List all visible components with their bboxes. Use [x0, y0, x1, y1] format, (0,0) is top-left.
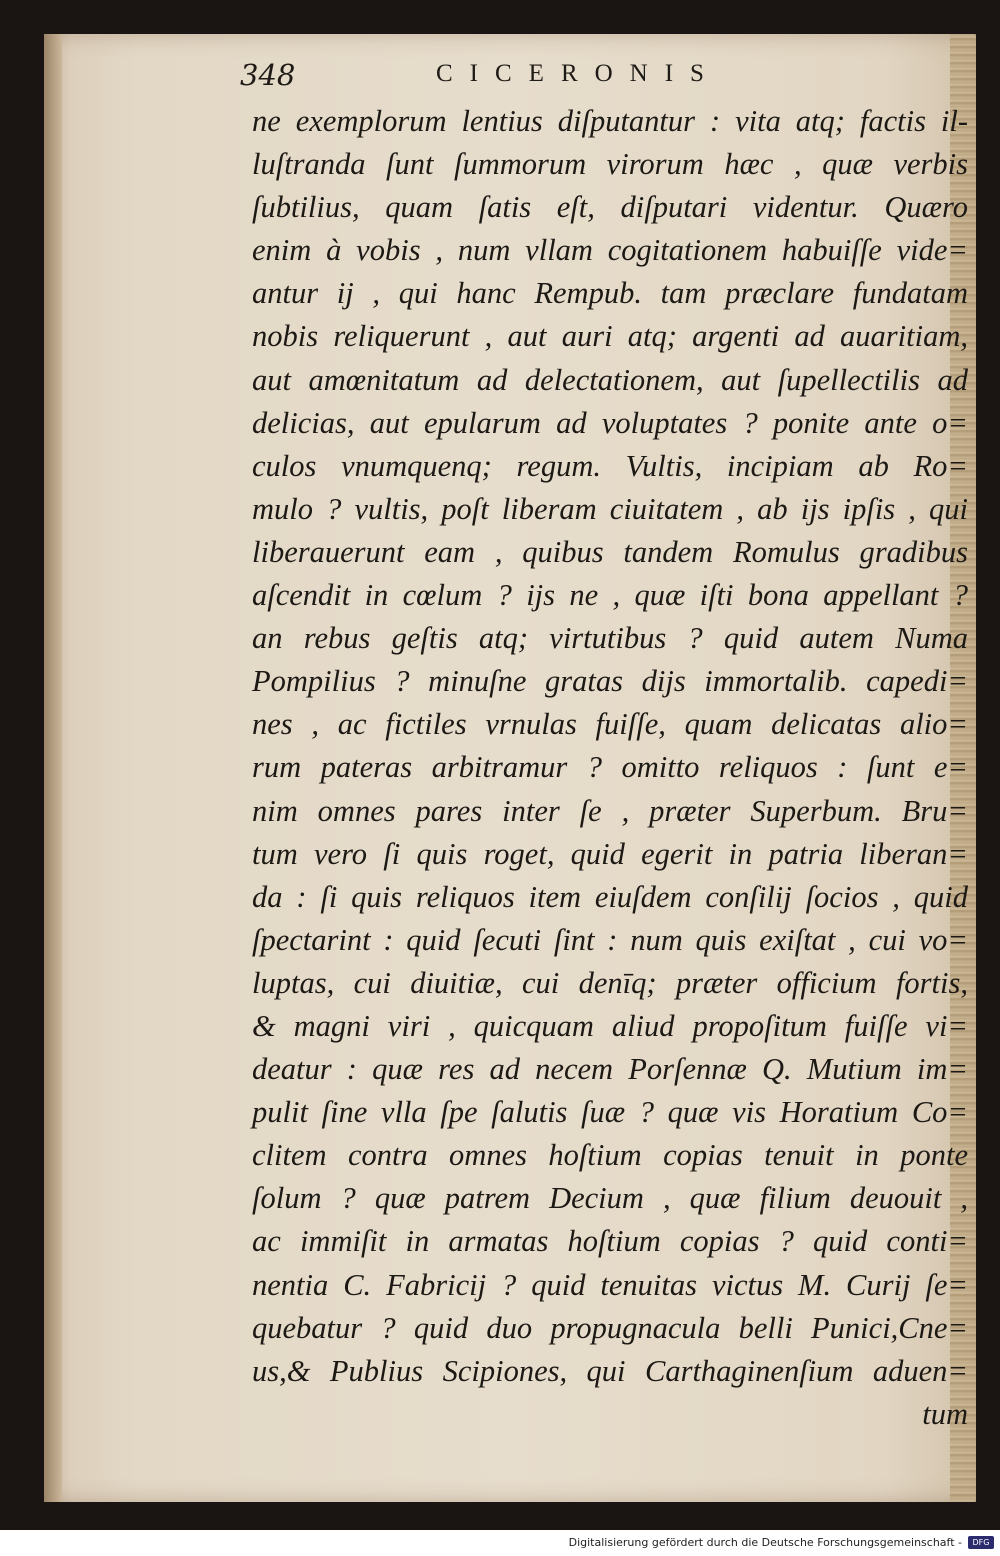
text-line: antur ij , qui hanc Rempub. tam præclare fundatam — [252, 276, 968, 311]
text-line: deatur : quæ res ad necem Porſennæ Q. Mutium im= — [252, 1052, 968, 1087]
text-line: nes , ac fictiles vrnulas fuiſſe, quam delicatas alio= — [252, 707, 968, 742]
text-line: ac immiſit in armatas hoſtium copias ? quid conti= — [252, 1224, 968, 1259]
text-line: enim à vobis , num vllam cogitationem habuiſſe vide= — [252, 233, 968, 268]
catchword: tum — [922, 1396, 968, 1431]
text-line: tum vero ſi quis roget, quid egerit in patria liberan= — [252, 836, 968, 871]
running-head: CICERONIS — [436, 60, 721, 87]
page-gutter — [44, 34, 62, 1502]
text-line: ſubtilius, quam ſatis eſt, diſputari videntur. Quæro — [252, 190, 968, 225]
text-body — [252, 100, 968, 1436]
text-line: mulo ? vultis, poſt liberam ciuitatem , ab ijs ipſis , qui — [252, 491, 968, 526]
text-line: nentia C. Fabricij ? quid tenuitas victus M. Curij ſe= — [252, 1267, 968, 1302]
text-line: aſcendit in cœlum ? ijs ne , quæ iſti bona appellant ? — [252, 578, 968, 613]
page-header — [240, 58, 980, 98]
text-line: & magni viri , quicquam aliud propoſitum fuiſſe vi= — [252, 1008, 968, 1043]
text-line: pulit ſine vlla ſpe ſalutis ſuæ ? quæ vis Horatium Co= — [252, 1095, 968, 1130]
text-line: rum pateras arbitramur ? omitto reliquos : ſunt e= — [252, 750, 968, 785]
text-line: ne exemplorum lentius diſputantur : vita atq; factis il‑ — [252, 104, 968, 138]
text-line: Pompilius ? minuſne gratas dijs immortalib. capedi= — [252, 664, 968, 699]
text-line: delicias, aut epularum ad voluptates ? ponite ante o= — [252, 405, 968, 440]
text-line: an rebus geſtis atq; virtutibus ? quid autem Numa — [252, 621, 968, 656]
text-line: ſpectarint : quid ſecuti ſint : num quis exiſtat , cui vo= — [252, 922, 968, 957]
text-line: liberauerunt eam , quibus tandem Romulus gradibus — [252, 534, 968, 569]
text-line: culos vnumquenq; regum. Vultis, incipiam ab Ro= — [252, 448, 968, 483]
text-line: luptas, cui diuitiæ, cui denīq; præter officium fortis, — [252, 965, 968, 1000]
dfg-logo-icon: DFG — [968, 1536, 994, 1549]
text-line: us,& Publius Scipiones, qui Carthaginenſium aduen= — [252, 1353, 968, 1388]
funding-credit: Digitalisierung gefördert durch die Deutsche Forschungsgemeinschaft - — [568, 1536, 962, 1549]
text-line: nobis reliquerunt , aut auri atq; argenti ad auaritiam, — [252, 319, 968, 354]
text-line: aut amœnitatum ad delectationem, aut ſupellectilis ad — [252, 362, 968, 397]
text-line: quebatur ? quid duo propugnacula belli Punici,Cne= — [252, 1310, 968, 1345]
text-line: nim omnes pares inter ſe , præter Superbum. Bru= — [252, 793, 968, 828]
text-line: ſolum ? quæ patrem Decium , quæ filium deuouit , — [252, 1181, 968, 1216]
text-line: luſtranda ſunt ſummorum virorum hæc , quæ verbis — [252, 147, 968, 182]
footer-bar — [0, 1530, 1000, 1556]
text-line: clitem contra omnes hoſtium copias tenuit in ponte — [252, 1138, 968, 1173]
text-line: da : ſi quis reliquos item eiuſdem conſilij ſocios , quid — [252, 879, 968, 914]
page-number: 348 — [240, 58, 296, 92]
